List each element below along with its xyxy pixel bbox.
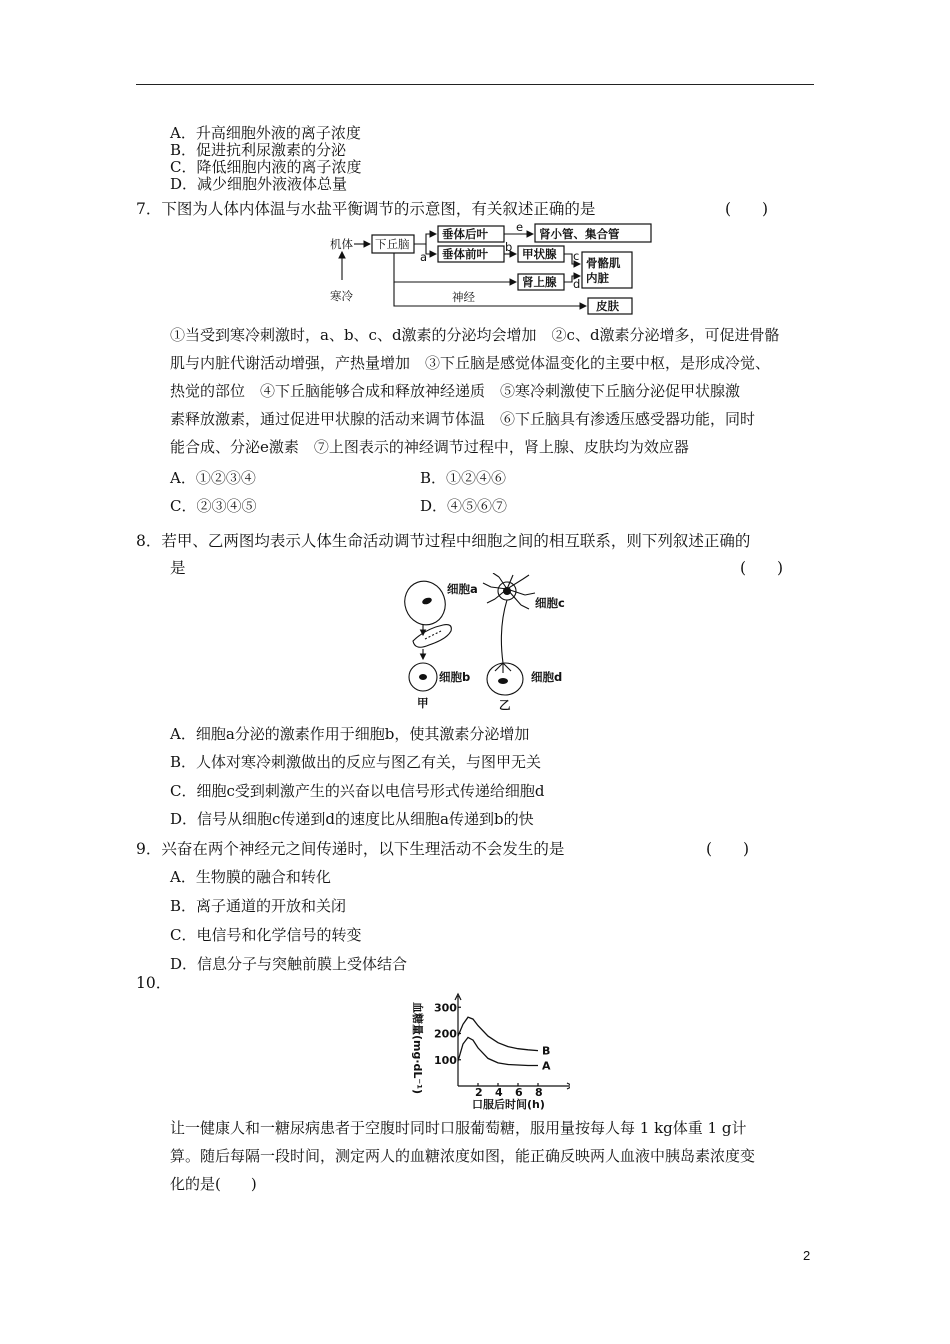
label-d: d <box>573 277 581 291</box>
q7-statement-line-3: 热觉的部位 ④下丘脑能够合成和释放神经递质 ⑤寒冷刺激使下丘脑分泌促甲状腺激 <box>170 382 741 400</box>
label-nerve: 神经 <box>452 290 475 304</box>
q8-cell-diagram <box>395 573 595 713</box>
q6-option-d: D．减少细胞外液液体总量 <box>170 175 348 193</box>
q9-answer-blank: ( ) <box>706 840 750 858</box>
y-tick-label: 100 <box>434 1053 457 1067</box>
q6-option-c: C．降低细胞内液的离子浓度 <box>170 158 362 176</box>
label-yi: 乙 <box>499 698 511 712</box>
q7-option-d: D．④⑤⑥⑦ <box>420 497 508 515</box>
q7-statement-line-5: 能合成、分泌e激素 ⑦上图表示的神经调节过程中，肾上腺、皮肤均为效应器 <box>170 438 689 456</box>
x-tick-label: 8 <box>535 1086 543 1099</box>
q7-option-a: A．①②③④ <box>170 469 256 487</box>
series-label-A: A <box>542 1059 551 1073</box>
label-hypothalamus: 下丘脑 <box>375 237 410 251</box>
q8-option-a: A．细胞a分泌的激素作用于细胞b，使其激素分泌增加 <box>170 725 530 743</box>
series-label-B: B <box>542 1044 551 1058</box>
blood-vessel <box>413 625 451 648</box>
q8-option-b: B．人体对寒冷刺激做出的反应与图乙有关，与图甲无关 <box>170 753 542 771</box>
label-anterior-pituitary: 垂体前叶 <box>442 247 488 261</box>
label-b: b <box>505 240 513 254</box>
label-cell-b: 细胞b <box>439 670 471 684</box>
x-tick-label: 2 <box>475 1086 483 1099</box>
label-cell-d: 细胞d <box>531 670 563 684</box>
q8-option-d: D．信号从细胞c传递到d的速度比从细胞a传递到b的快 <box>170 810 534 828</box>
q7-regulation-diagram <box>320 218 660 320</box>
label-posterior-pituitary: 垂体后叶 <box>442 227 488 241</box>
label-cell-c: 细胞c <box>535 596 565 610</box>
label-adrenal: 肾上腺 <box>522 275 557 289</box>
q9-option-b: B．离子通道的开放和关闭 <box>170 897 347 915</box>
x-axis-label: 口服后时间(h) <box>472 1098 545 1110</box>
label-e: e <box>516 220 524 234</box>
blood-glucose-chart <box>400 992 570 1110</box>
label-c: c <box>573 249 580 263</box>
x-tick-label: 4 <box>495 1086 503 1099</box>
neuron-axon <box>501 600 507 663</box>
series-line-B <box>458 1017 538 1050</box>
q8-stem-line-2: 是 <box>170 559 186 577</box>
q10-text-line-1: 让一健康人和一糖尿病患者于空腹时同时口服葡萄糖，服用量按每人每 1 kg体重 1 g计 <box>170 1119 747 1137</box>
q7-answer-blank: ( ) <box>725 200 769 218</box>
header-rule <box>136 84 814 85</box>
page-number: 2 <box>803 1248 811 1263</box>
q8-answer-blank: ( ) <box>740 559 784 577</box>
label-a: a <box>420 250 428 264</box>
q10-number: 10． <box>136 974 172 992</box>
y-tick-label: 300 <box>434 1001 457 1015</box>
y-tick-label: 200 <box>434 1027 457 1041</box>
label-jia: 甲 <box>417 696 429 710</box>
q8-stem-line-1: 8．若甲、乙两图均表示人体生命活动调节过程中细胞之间的相互联系，则下列叙述正确的 <box>136 532 751 550</box>
series-line-A <box>458 1037 538 1065</box>
q10-text-line-3: 化的是( ) <box>170 1175 257 1193</box>
label-organ: 内脏 <box>586 271 609 285</box>
q7-option-b: B．①②④⑥ <box>420 469 507 487</box>
label-skin: 皮肤 <box>596 299 619 313</box>
label-body: 机体 <box>330 237 353 251</box>
q7-statement-line-4: 素释放激素，通过促进甲状腺的活动来调节体温 ⑥下丘脑具有渗透压感受器功能，同时 <box>170 410 756 428</box>
x-tick-label: 6 <box>515 1086 523 1099</box>
q6-option-a: A．升高细胞外液的离子浓度 <box>170 124 361 142</box>
label-cold: 寒冷 <box>330 289 353 303</box>
q7-option-c: C．②③④⑤ <box>170 497 257 515</box>
label-thyroid: 甲状腺 <box>522 247 557 261</box>
label-kidney-tubule: 肾小管、集合管 <box>539 227 620 241</box>
label-cell-a: 细胞a <box>447 582 478 596</box>
q7-stem: 7．下图为人体内体温与水盐平衡调节的示意图，有关叙述正确的是 <box>136 200 596 218</box>
q8-option-c: C．细胞c受到刺激产生的兴奋以电信号形式传递给细胞d <box>170 782 545 800</box>
q9-option-d: D．信息分子与突触前膜上受体结合 <box>170 955 408 973</box>
q10-text-line-2: 算。随后每隔一段时间，测定两人的血糖浓度如图，能正确反映两人血液中胰岛素浓度变 <box>170 1147 756 1165</box>
q7-statement-line-2: 肌与内脏代谢活动增强，产热量增加 ③下丘脑是感觉体温变化的主要中枢，是形成冷觉、 <box>170 354 771 372</box>
q9-option-c: C．电信号和化学信号的转变 <box>170 926 362 944</box>
label-skeletal-muscle: 骨骼肌 <box>586 256 621 270</box>
q7-statement-line-1: ①当受到寒冷刺激时，a、b、c、d激素的分泌均会增加 ②c、d激素分泌增多，可促进骨骼 <box>170 326 780 344</box>
q9-stem: 9．兴奋在两个神经元之间传递时，以下生理活动不会发生的是 <box>136 840 565 858</box>
q6-option-b: B．促进抗利尿激素的分泌 <box>170 141 347 159</box>
y-axis-label: 血糖量(mg·dL⁻¹) <box>411 1002 424 1095</box>
q9-option-a: A．生物膜的融合和转化 <box>170 868 331 886</box>
